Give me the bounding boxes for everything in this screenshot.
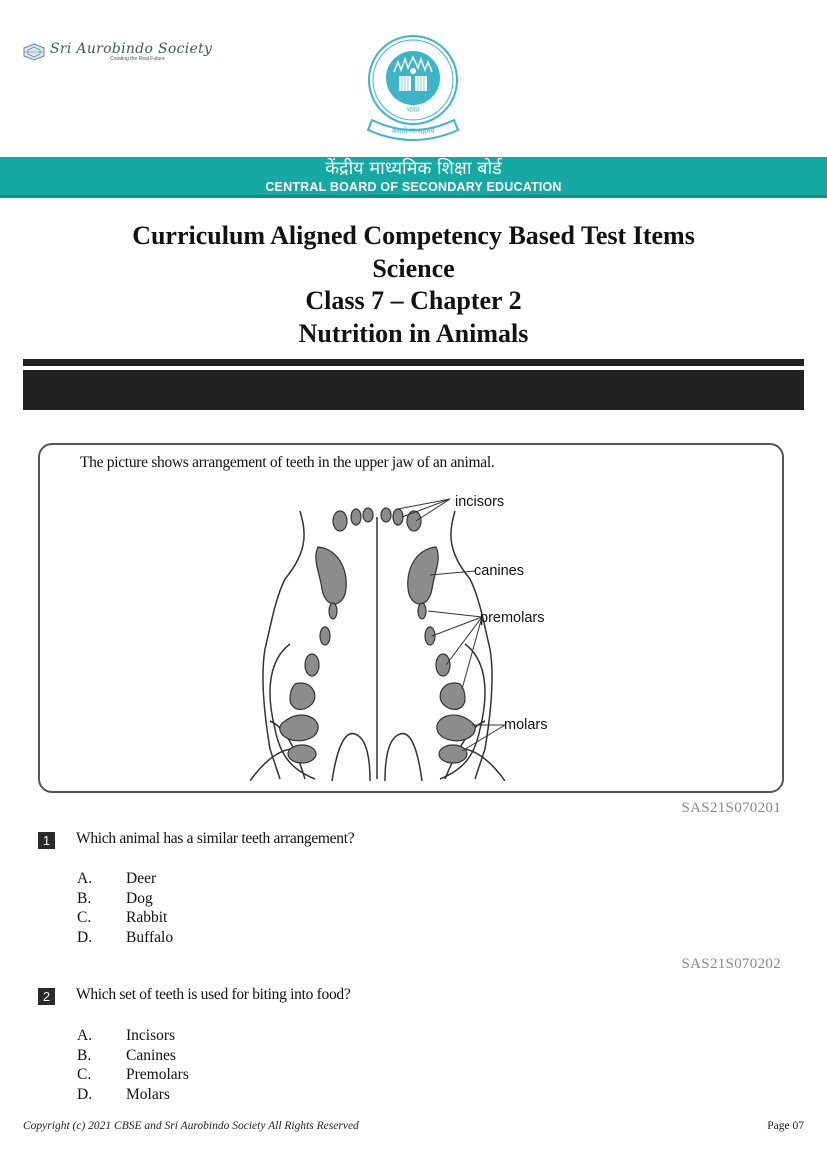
question-2-text: Which set of teeth is used for biting into food? <box>76 986 351 1003</box>
item-code-q2: SAS21S070202 <box>681 956 781 972</box>
option-1c[interactable] <box>77 908 173 928</box>
sas-logo <box>22 38 212 66</box>
divider-thin <box>23 359 804 366</box>
title-line-3: Class 7 – Chapter 2 <box>305 286 522 315</box>
option-2d[interactable] <box>77 1085 189 1105</box>
stimulus-text: The picture shows arrangement of teeth in the upper jaw of an animal. <box>80 454 495 471</box>
option-text: Rabbit <box>126 909 168 927</box>
upper-jaw-teeth-icon <box>250 489 555 781</box>
question-number-2: 2 <box>38 988 55 1005</box>
stimulus-box <box>38 443 784 793</box>
option-text: Incisors <box>126 1027 176 1044</box>
option-letter: D. <box>77 929 93 947</box>
option-text: Molars <box>126 1086 170 1104</box>
footer-copyright: Copyright (c) 2021 CBSE and Sri Aurobindo Society All Rights Reserved <box>23 1120 359 1132</box>
page-number: Page 07 <box>767 1120 804 1132</box>
question-1-text: Which animal has a similar teeth arrangement? <box>76 830 355 847</box>
title-line-4: Nutrition in Animals <box>298 318 529 348</box>
band-english-title: CENTRAL BOARD OF SECONDARY EDUCATION <box>265 180 562 194</box>
option-letter: B. <box>77 1046 92 1064</box>
sas-tagline: Creating the Real Future <box>110 56 165 62</box>
option-2a[interactable] <box>77 1026 189 1046</box>
sas-name: Sri Aurobindo Society <box>50 41 213 57</box>
option-letter: A. <box>77 1027 93 1044</box>
option-letter: C. <box>77 1066 92 1084</box>
document-title <box>0 220 827 350</box>
teeth-diagram <box>250 489 555 781</box>
label-molars: molars <box>504 717 548 733</box>
band-hindi-title: केंद्रीय माध्यमिक शिक्षा बोर्ड <box>325 158 502 179</box>
svg-text:असतो मा सद्गमय: असतो मा सद्गमय <box>391 127 435 135</box>
option-text: Premolars <box>126 1066 189 1084</box>
option-text: Canines <box>126 1046 176 1064</box>
question-number-1: 1 <box>38 832 55 849</box>
question-1-options <box>77 869 173 948</box>
option-letter: A. <box>77 870 93 887</box>
sas-emblem-icon <box>22 43 46 61</box>
option-2b[interactable] <box>77 1046 189 1066</box>
cbse-header-band <box>0 157 827 198</box>
emblem-bharat-text: भारत <box>406 106 420 114</box>
label-incisors: incisors <box>455 494 505 510</box>
option-letter: B. <box>77 889 92 907</box>
divider-thick-bar <box>23 370 804 410</box>
cbse-emblem-icon <box>362 32 464 142</box>
option-1d[interactable] <box>77 928 173 948</box>
option-letter: D. <box>77 1086 93 1104</box>
item-code-q1: SAS21S070201 <box>681 800 781 816</box>
option-text: Dog <box>126 889 153 907</box>
title-line-1: Curriculum Aligned Competency Based Test Items <box>132 221 695 250</box>
label-premolars: premolars <box>480 610 545 626</box>
option-1a[interactable] <box>77 869 173 889</box>
option-1b[interactable] <box>77 889 173 909</box>
label-canines: canines <box>474 563 524 579</box>
option-2c[interactable] <box>77 1065 189 1085</box>
title-line-2: Science <box>372 253 455 283</box>
option-text: Deer <box>126 870 157 887</box>
question-2-options <box>77 1026 189 1105</box>
option-text: Buffalo <box>126 929 174 947</box>
option-letter: C. <box>77 909 92 927</box>
